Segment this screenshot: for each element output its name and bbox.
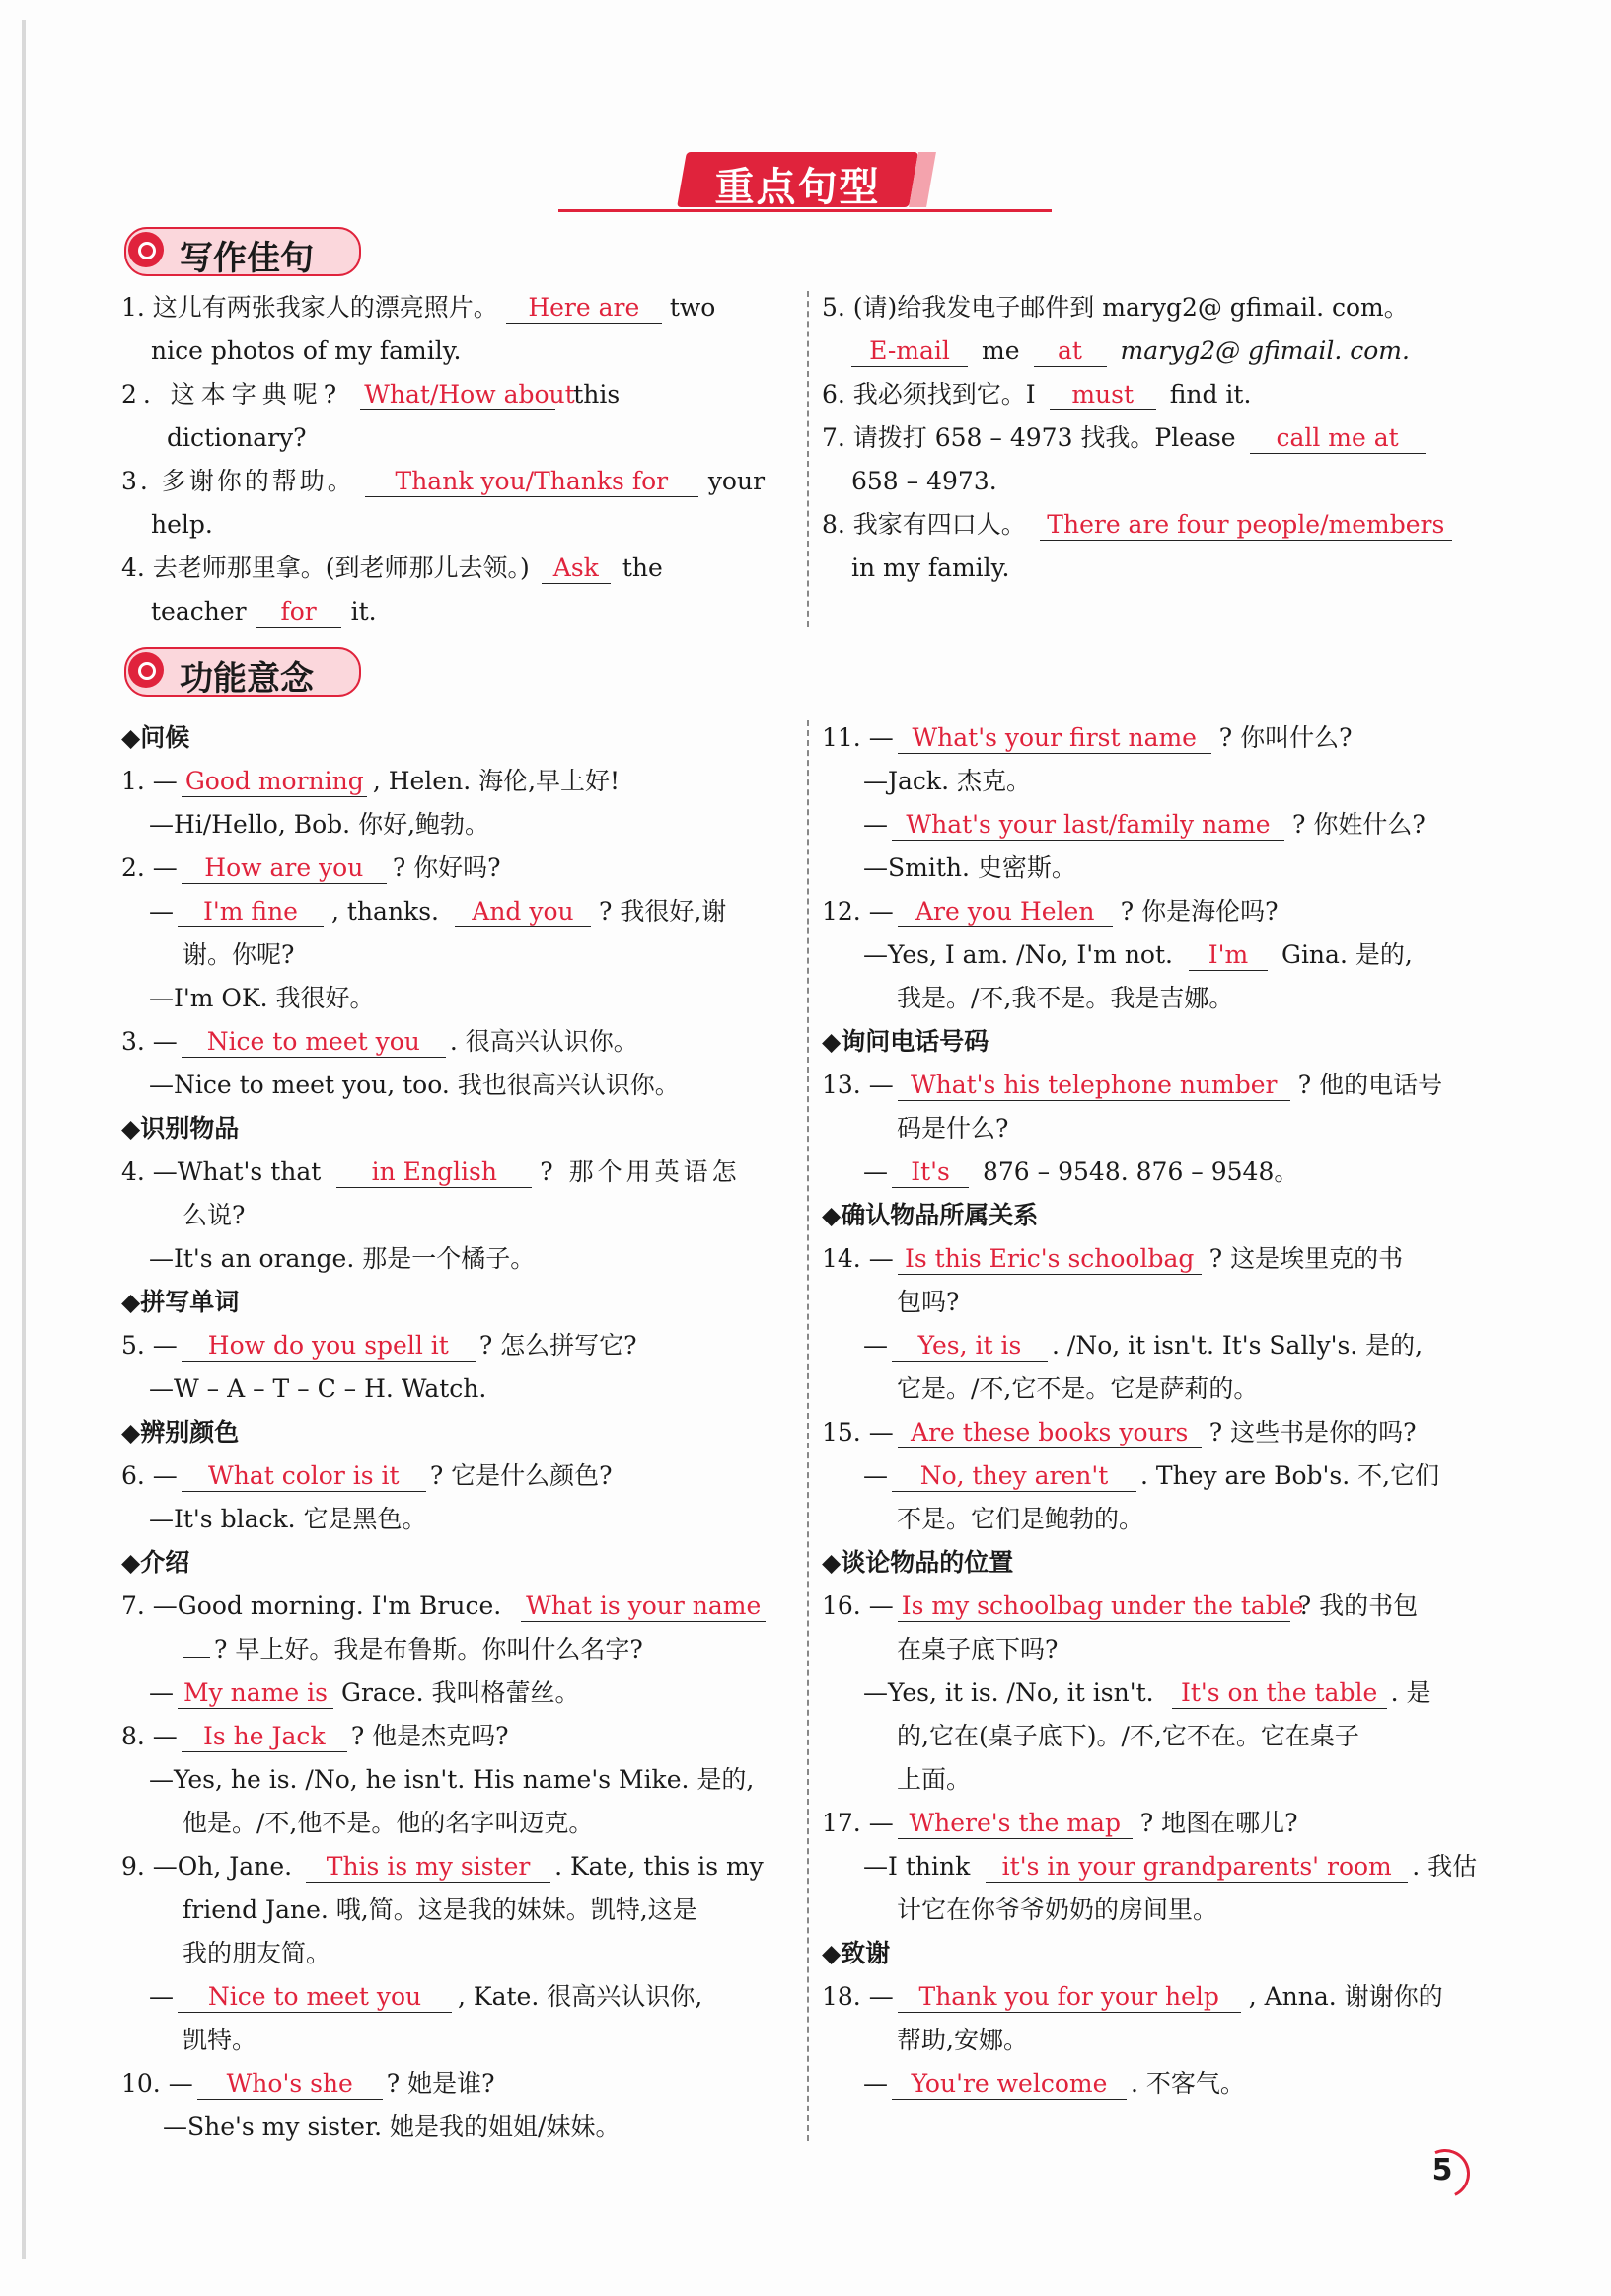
function-item-18 <box>822 1975 1493 2106</box>
writing-item-6 <box>822 373 1493 416</box>
item-text: 8. 我家有四口人。 <box>822 510 1026 539</box>
function-item-8 <box>121 1715 792 1845</box>
answer-blank: Is he Jack <box>182 1722 347 1752</box>
item-text: 5. (请)给我发电子邮件到 maryg2@ gfimail. com。 <box>822 293 1409 322</box>
answer-blank: How are you <box>182 853 387 884</box>
item-text: , Anna. 谢谢你的 <box>1248 1982 1443 2011</box>
item-text: ? 我的书包 <box>1297 1592 1419 1620</box>
function-item-13 <box>822 1064 1493 1194</box>
item-text: . 很高兴认识你。 <box>449 1027 638 1056</box>
item-text: ? 怎么拼写它? <box>478 1331 637 1360</box>
item-text: 6. 我必须找到它。I <box>822 380 1036 408</box>
item-text: —I'm OK. 我很好。 <box>149 984 375 1012</box>
column-divider <box>807 720 809 2141</box>
item-text: 我是。/不,我不是。我是吉娜。 <box>897 984 1234 1012</box>
function-item-11 <box>822 716 1493 890</box>
answer-blank: It's on the table <box>1172 1678 1387 1709</box>
item-text: 6. — <box>121 1461 178 1490</box>
item-text: 4. 去老师那里拿。(到老师那儿去领。) <box>121 554 530 582</box>
item-text: 2. 这本字典呢? <box>121 380 343 408</box>
item-text: 16. — <box>822 1592 894 1620</box>
answer-blank: Thank you/Thanks for <box>365 467 698 497</box>
item-text: —Hi/Hello, Bob. 你好,鲍勃。 <box>149 810 490 839</box>
item-text: Grace. 我叫格蕾丝。 <box>341 1678 580 1707</box>
item-text: 5. — <box>121 1331 178 1360</box>
item-text: 谢。你呢? <box>183 940 295 969</box>
subheading-color <box>121 1411 792 1454</box>
column-divider <box>807 291 809 627</box>
item-text: 他是。/不,他不是。他的名字叫迈克。 <box>183 1809 594 1837</box>
writing-item-1 <box>121 286 792 373</box>
item-text: —Yes, I am. /No, I'm not. <box>863 940 1173 969</box>
item-text: — <box>149 1678 174 1707</box>
answer-blank: I'm fine <box>178 897 324 927</box>
answer-blank: for <box>256 597 341 628</box>
item-text: . 我估 <box>1412 1852 1478 1881</box>
answer-blank: What's his telephone number <box>898 1071 1290 1101</box>
page-number-badge <box>1421 2149 1468 2196</box>
subheading: ◆问候 <box>121 723 190 752</box>
item-text: 不是。它们是鲍勃的。 <box>897 1505 1144 1533</box>
answer-blank: Are you Helen <box>898 897 1113 927</box>
section-header-function <box>124 647 361 699</box>
item-text: 8. — <box>121 1722 178 1750</box>
writing-item-4 <box>121 547 792 633</box>
writing-item-7 <box>822 416 1493 503</box>
function-item-16 <box>822 1585 1493 1802</box>
answer-blank: What's your first name <box>898 723 1211 754</box>
function-item-7 <box>121 1585 792 1715</box>
writing-item-2 <box>121 373 792 460</box>
item-text: 凯特。 <box>183 2026 257 2054</box>
answer-blank: Is my schoolbag under the table <box>898 1592 1290 1622</box>
item-text: 上面。 <box>897 1765 972 1794</box>
writing-right-column <box>822 286 1493 590</box>
answer-blank: What color is it <box>182 1461 426 1492</box>
item-text: ? 他是杰克吗? <box>350 1722 509 1750</box>
item-text: maryg2@ gfimail. com. <box>1120 336 1410 365</box>
subheading: ◆辨别颜色 <box>121 1418 240 1446</box>
answer-blank: My name is <box>178 1678 333 1709</box>
item-text: — <box>863 1461 888 1490</box>
item-text: 10. — <box>121 2069 193 2098</box>
function-item-3 <box>121 1020 792 1107</box>
item-text: ? 那个用英语怎 <box>540 1157 741 1186</box>
function-item-17 <box>822 1802 1493 1932</box>
answer-blank: Who's she <box>197 2069 383 2100</box>
item-text: 876 – 9548. 876 – 9548。 <box>983 1157 1299 1186</box>
item-text: ? 这是埃里克的书 <box>1208 1244 1404 1273</box>
item-text: 1. 这儿有两张我家人的漂亮照片。 <box>121 293 498 322</box>
target-icon <box>128 232 164 267</box>
answer-blank: call me at <box>1250 423 1426 454</box>
item-text: 15. — <box>822 1418 894 1446</box>
item-text: —I think <box>863 1852 971 1881</box>
item-text: 包吗? <box>897 1288 960 1316</box>
item-text: find it. <box>1169 380 1252 408</box>
answer-blank: There are four people/members <box>1040 510 1452 541</box>
function-item-10 <box>121 2062 792 2149</box>
item-text: two <box>669 293 716 322</box>
item-text: . Kate, this is my <box>554 1852 764 1881</box>
subheading-spell <box>121 1281 792 1324</box>
item-text: — <box>863 2069 888 2098</box>
item-text: ? 我很好,谢 <box>598 897 727 926</box>
item-text: 14. — <box>822 1244 894 1273</box>
item-text: dictionary? <box>167 423 307 452</box>
item-text: 658 – 4973. <box>851 467 997 495</box>
item-text: . 不客气。 <box>1131 2069 1245 2098</box>
function-item-12 <box>822 890 1493 1020</box>
section-header-writing <box>124 227 361 278</box>
item-text: 码是什么? <box>897 1114 1009 1143</box>
answer-blank: How do you spell it <box>182 1331 476 1362</box>
answer-blank: No, they aren't <box>892 1461 1136 1492</box>
answer-blank: What is your name <box>521 1592 766 1622</box>
subheading: ◆谈论物品的位置 <box>822 1548 1014 1577</box>
subheading: ◆确认物品所属关系 <box>822 1201 1039 1229</box>
page-edge <box>22 20 26 2259</box>
item-text: 在桌子底下吗? <box>897 1635 1059 1664</box>
item-text: 的,它在(桌子底下)。/不,它不在。它在桌子 <box>897 1722 1359 1750</box>
answer-blank: What/How about <box>360 380 555 410</box>
subheading: ◆致谢 <box>822 1939 891 1967</box>
subheading-identify <box>121 1107 792 1150</box>
item-text: in my family. <box>851 554 1010 582</box>
answer-blank: Yes, it is <box>892 1331 1048 1362</box>
function-right-column <box>822 716 1493 2106</box>
item-text: 我的朋友简。 <box>183 1939 331 1967</box>
item-text: 7. 请拨打 658 – 4973 找我。Please <box>822 423 1236 452</box>
item-text: the <box>622 554 663 582</box>
subheading-position <box>822 1541 1493 1585</box>
item-text: ? 她是谁? <box>386 2069 495 2098</box>
function-left-column <box>121 716 792 2149</box>
answer-blank: I'm <box>1189 940 1268 971</box>
answer-blank: in English <box>336 1157 532 1188</box>
item-text: , Kate. 很高兴认识你, <box>458 1982 703 2011</box>
item-text: . They are Bob's. 不,它们 <box>1140 1461 1440 1490</box>
function-item-15 <box>822 1411 1493 1541</box>
item-text: —It's an orange. 那是一个橘子。 <box>149 1244 536 1273</box>
item-text: 18. — <box>822 1982 894 2011</box>
subheading: ◆询问电话号码 <box>822 1027 989 1056</box>
item-text: Gina. 是的, <box>1281 940 1413 969</box>
function-item-5 <box>121 1324 792 1411</box>
item-text: 4. —What's that <box>121 1157 322 1186</box>
function-item-2 <box>121 847 792 1020</box>
answer-blank: Thank you for your help <box>898 1982 1241 2013</box>
answer-blank: What's your last/family name <box>892 810 1284 841</box>
item-text: . /No, it isn't. It's Sally's. 是的, <box>1052 1331 1424 1360</box>
answer-blank: it's in your grandparents' room <box>986 1852 1408 1883</box>
answer-blank: Nice to meet you <box>178 1982 452 2013</box>
item-text: 帮助,安娜。 <box>897 2026 1028 2054</box>
item-text: , Helen. 海伦,早上好! <box>372 767 621 795</box>
item-text: your <box>707 467 766 495</box>
item-text: —Nice to meet you, too. 我也很高兴认识你。 <box>149 1071 680 1099</box>
item-text: — <box>863 1331 888 1360</box>
answer-blank: at <box>1034 336 1107 367</box>
answer-blank: This is my sister <box>306 1852 550 1883</box>
answer-blank: Are these books yours <box>898 1418 1202 1448</box>
item-text: 3. 多谢你的帮助。 <box>121 467 355 495</box>
item-text: nice photos of my family. <box>151 336 462 365</box>
subheading-thanks <box>822 1932 1493 1975</box>
item-text: 2. — <box>121 853 178 882</box>
item-text: — <box>149 897 174 926</box>
subheading: ◆介绍 <box>121 1548 190 1577</box>
item-text: —She's my sister. 她是我的姐姐/妹妹。 <box>163 2112 621 2141</box>
answer-blank: You're welcome <box>892 2069 1127 2100</box>
item-text: ? 你是海伦吗? <box>1120 897 1279 926</box>
item-text: 9. —Oh, Jane. <box>121 1852 293 1881</box>
answer-blank: E-mail <box>851 336 968 367</box>
item-text: ? 你好吗? <box>392 853 501 882</box>
answer-blank: Here are <box>506 293 662 324</box>
item-text: 13. — <box>822 1071 894 1099</box>
subheading: ◆拼写单词 <box>121 1288 240 1316</box>
writing-left-column <box>121 286 792 633</box>
item-text: — <box>149 1982 174 2011</box>
item-text: . 是 <box>1390 1678 1431 1707</box>
item-text: this <box>573 380 621 408</box>
item-text: —W – A – T – C – H. Watch. <box>149 1374 487 1403</box>
function-item-6 <box>121 1454 792 1541</box>
item-text: ? 你叫什么? <box>1218 723 1353 752</box>
subheading: ◆识别物品 <box>121 1114 240 1143</box>
page-title-banner <box>558 148 1052 217</box>
answer-blank: Nice to meet you <box>182 1027 446 1058</box>
item-text: 12. — <box>822 897 894 926</box>
section-title: 写作佳句 <box>180 239 314 278</box>
page-number: 5 <box>1431 2153 1453 2187</box>
item-text: — <box>863 810 888 839</box>
item-text: 1. — <box>121 767 178 795</box>
item-text: 它是。/不,它不是。它是萨莉的。 <box>897 1374 1259 1403</box>
item-text: —Yes, it is. /No, it isn't. <box>863 1678 1154 1707</box>
answer-blank: Ask <box>542 554 611 584</box>
page-title: 重点句型 <box>714 165 881 210</box>
answer-blank: Is this Eric's schoolbag <box>898 1244 1202 1275</box>
item-text: ? 早上好。我是布鲁斯。你叫什么名字? <box>214 1635 643 1664</box>
answer-blank: must <box>1050 380 1156 410</box>
item-text: —Yes, he is. /No, he isn't. His name's Mike. 是的, <box>149 1765 755 1794</box>
answer-blank: Where's the map <box>898 1809 1133 1839</box>
item-text: 3. — <box>121 1027 178 1056</box>
item-text: ? 地图在哪儿? <box>1139 1809 1298 1837</box>
function-item-1 <box>121 760 792 847</box>
subheading-owner <box>822 1194 1493 1237</box>
writing-item-8 <box>822 503 1493 590</box>
answer-blank: Good morning <box>182 767 367 797</box>
item-text: 计它在你爷爷奶奶的房间里。 <box>897 1895 1218 1924</box>
item-text: , thanks. <box>331 897 439 926</box>
item-text: ? 这些书是你的吗? <box>1208 1418 1417 1446</box>
item-text: ? 他的电话号 <box>1297 1071 1443 1099</box>
target-icon <box>128 652 164 688</box>
item-text: it. <box>350 597 377 626</box>
item-text: —It's black. 它是黑色。 <box>149 1505 427 1533</box>
subheading-phone <box>822 1020 1493 1064</box>
section-title: 功能意念 <box>180 659 314 699</box>
item-text: teacher <box>151 597 247 626</box>
item-text: 么说? <box>183 1201 246 1229</box>
item-text: —Jack. 杰克。 <box>863 767 1031 795</box>
function-item-14 <box>822 1237 1493 1411</box>
item-text: 11. — <box>822 723 894 752</box>
item-text: me <box>982 336 1020 365</box>
answer-blank: And you <box>455 897 591 927</box>
item-text: 7. —Good morning. I'm Bruce. <box>121 1592 502 1620</box>
function-item-9 <box>121 1845 792 2062</box>
subheading-greeting <box>121 716 792 760</box>
item-text: friend Jane. 哦,简。这是我的妹妹。凯特,这是 <box>183 1895 697 1924</box>
function-item-4 <box>121 1150 792 1281</box>
item-text: —Smith. 史密斯。 <box>863 853 1076 882</box>
item-text: 17. — <box>822 1809 894 1837</box>
answer-blank: It's <box>892 1157 969 1188</box>
subheading-intro <box>121 1541 792 1585</box>
item-text: ? 你姓什么? <box>1292 810 1426 839</box>
item-text: ? 它是什么颜色? <box>429 1461 613 1490</box>
answer-blank-continued <box>183 1657 210 1658</box>
item-text: help. <box>151 510 213 539</box>
writing-item-5 <box>822 286 1493 373</box>
item-text: — <box>863 1157 888 1186</box>
writing-item-3 <box>121 460 792 547</box>
